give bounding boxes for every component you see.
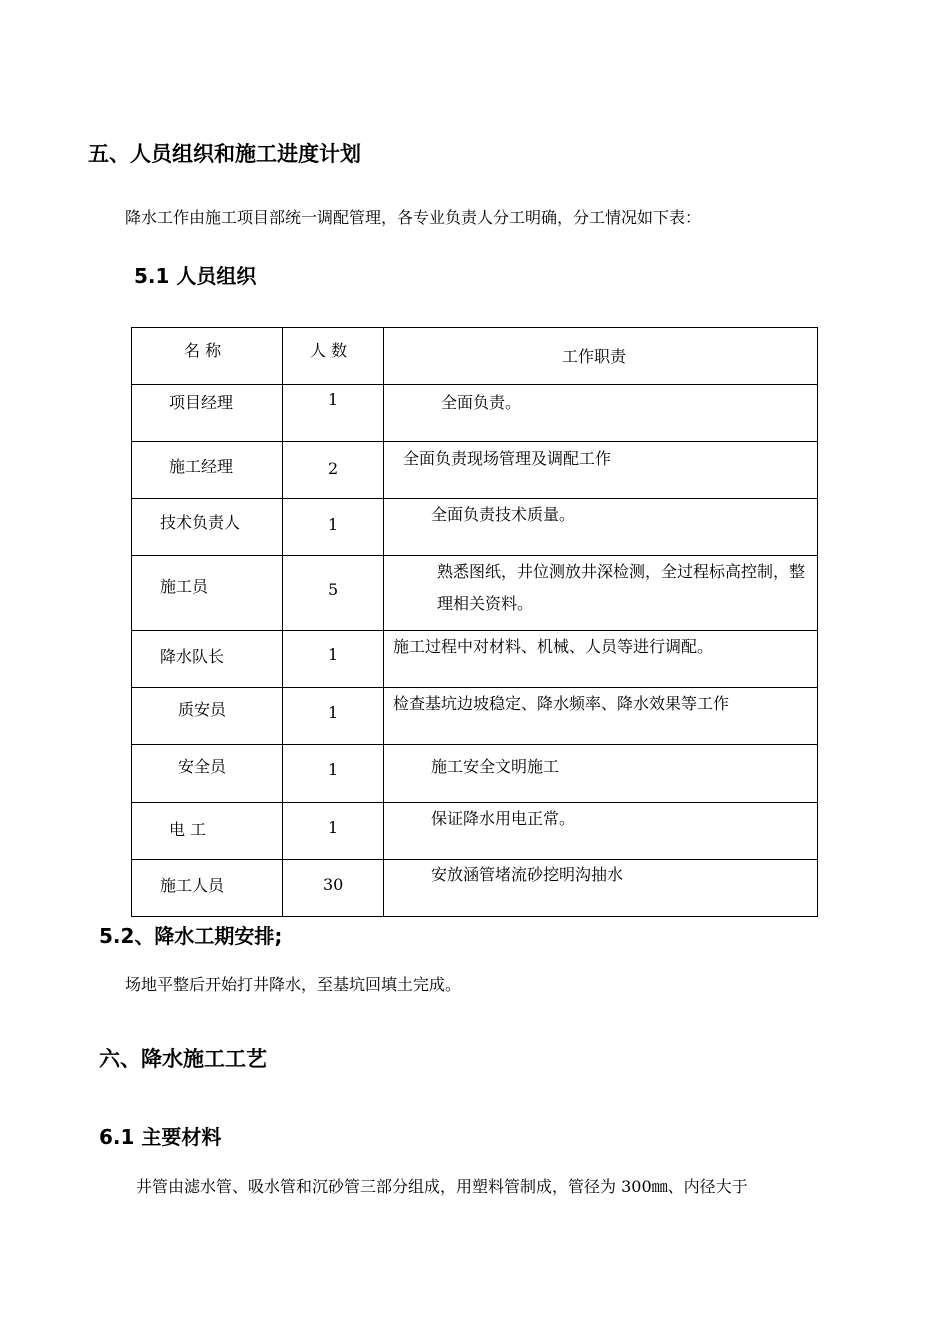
- section-5-2-heading: 5.2、降水工期安排;: [99, 924, 283, 948]
- section-5-intro: 降水工作由施工项目部统一调配管理，各专业负责人分工明确，分工情况如下表：: [125, 208, 702, 227]
- row-duty: 施工过程中对材料、机械、人员等进行调配。: [393, 637, 714, 656]
- section-6-heading: 六、降水施工工艺: [99, 1047, 267, 1071]
- row-count: 1: [328, 703, 339, 722]
- row-count: 2: [328, 459, 339, 478]
- table-row: [132, 803, 818, 860]
- table-row: [132, 385, 818, 442]
- header-count: 人 数: [310, 341, 348, 360]
- row-count: 1: [328, 818, 339, 837]
- row-duty: 施工安全文明施工: [431, 757, 560, 776]
- header-duty: 工作职责: [562, 347, 627, 366]
- table-row: [132, 631, 818, 688]
- table-row: [132, 688, 818, 745]
- table-row: [132, 442, 818, 499]
- row-duty: 全面负责现场管理及调配工作: [403, 449, 612, 468]
- row-duty: 全面负责。: [441, 393, 522, 412]
- row-name: 降水队长: [160, 647, 225, 666]
- row-count: 1: [328, 390, 339, 409]
- section-5-2-text: 场地平整后开始打井降水，至基坑回填土完成。: [125, 975, 462, 994]
- row-name: 电 工: [169, 820, 207, 839]
- table-row: [132, 556, 818, 631]
- row-name: 技术负责人: [160, 513, 241, 532]
- table-row: [132, 499, 818, 556]
- row-count: 1: [328, 515, 339, 534]
- row-count: 5: [328, 580, 339, 599]
- row-count: 30: [323, 875, 344, 894]
- row-name: 施工经理: [169, 457, 234, 476]
- row-name: 安全员: [178, 757, 227, 776]
- section-6-1-heading: 6.1 主要材料: [99, 1125, 222, 1149]
- row-duty: 安放涵管堵流砂挖明沟抽水: [431, 865, 624, 884]
- row-count: 1: [328, 760, 339, 779]
- staff-organization-table: [131, 327, 818, 917]
- section-6-1-text: 井管由滤水管、吸水管和沉砂管三部分组成，用塑料管制成，管径为 300㎜、内径大于: [136, 1177, 748, 1196]
- row-name: 施工人员: [160, 876, 225, 895]
- header-name: 名 称: [184, 341, 222, 360]
- row-name: 项目经理: [169, 393, 234, 412]
- table-row: [132, 860, 818, 917]
- row-duty: 保证降水用电正常。: [431, 809, 576, 828]
- row-duty: 全面负责技术质量。: [431, 505, 576, 524]
- row-duty: 检查基坑边坡稳定、降水频率、降水效果等工作: [393, 694, 730, 713]
- section-5-heading: 五、人员组织和施工进度计划: [88, 142, 361, 166]
- row-name: 质安员: [178, 700, 227, 719]
- row-name: 施工员: [160, 577, 209, 596]
- section-5-1-heading: 5.1 人员组织: [134, 264, 257, 288]
- table-header-row: [132, 328, 818, 385]
- row-duty: 熟悉图纸，井位测放井深检测，全过程标高控制，整理相关资料。: [437, 562, 806, 613]
- table-row: [132, 745, 818, 803]
- row-count: 1: [328, 645, 339, 664]
